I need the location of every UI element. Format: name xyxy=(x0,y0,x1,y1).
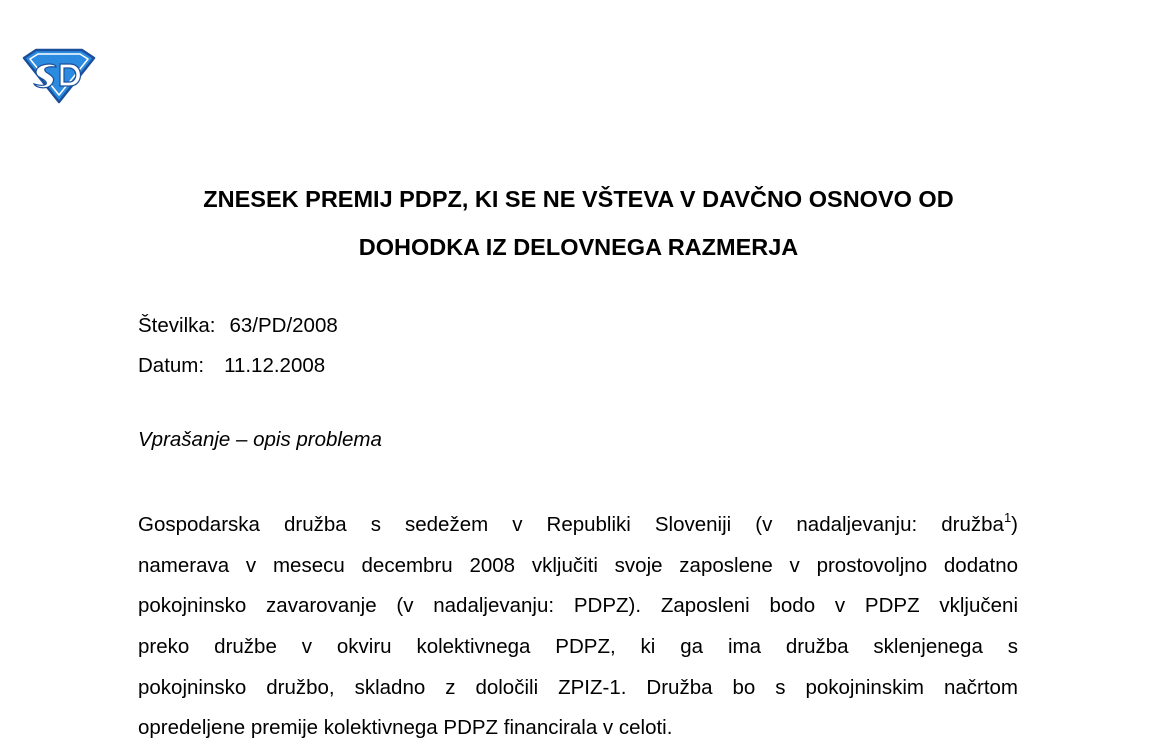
logo-text: SD xyxy=(22,48,24,49)
document-title-line-1: ZNESEK PREMIJ PDPZ, KI SE NE VŠTEVA V DAVČNO OSNOVO OD xyxy=(203,186,954,212)
question-heading: Vprašanje – opis problema xyxy=(138,428,382,451)
paragraph-line: namerava v mesecu decembru 2008 vključiti svoje zaposlene v prostovoljno dodatno xyxy=(138,553,1018,577)
document-date-label: Datum: xyxy=(138,354,205,377)
paragraph-line-1-close: ) xyxy=(1011,513,1018,536)
document-date-value: 11.12.2008 xyxy=(224,354,326,377)
document-title-line-2: DOHODKA IZ DELOVNEGA RAZMERJA xyxy=(358,234,799,260)
paragraph-line: pokojninsko zavarovanje (v nadaljevanju: PDPZ). Zaposleni bodo v PDPZ vključeni xyxy=(138,594,1018,618)
paragraph-line-1-text: Gospodarska družba s sedežem v Republiki Sloveniji (v nadaljevanju: družba xyxy=(138,513,1004,536)
document-number-label: Številka: xyxy=(138,314,216,337)
sd-logo xyxy=(22,48,96,104)
paragraph-line: opredeljene premije kolektivnega PDPZ financirala v celoti. xyxy=(138,716,673,740)
sd-shield-logo-icon xyxy=(22,48,96,104)
paragraph-line: pokojninsko družbo, skladno z določili ZPIZ-1. Družba bo s pokojninskim načrtom xyxy=(138,675,1018,699)
paragraph-line: preko družbe v okviru kolektivnega PDPZ, ki ga ima družba sklenjenega s xyxy=(138,635,1018,659)
document-date-row xyxy=(138,354,325,378)
footnote-reference[interactable]: 1 xyxy=(1003,510,1012,525)
body-paragraph xyxy=(138,505,1018,749)
document-number-value: 63/PD/2008 xyxy=(229,314,338,337)
document-number-row xyxy=(138,314,338,338)
paragraph-line xyxy=(138,505,1018,546)
